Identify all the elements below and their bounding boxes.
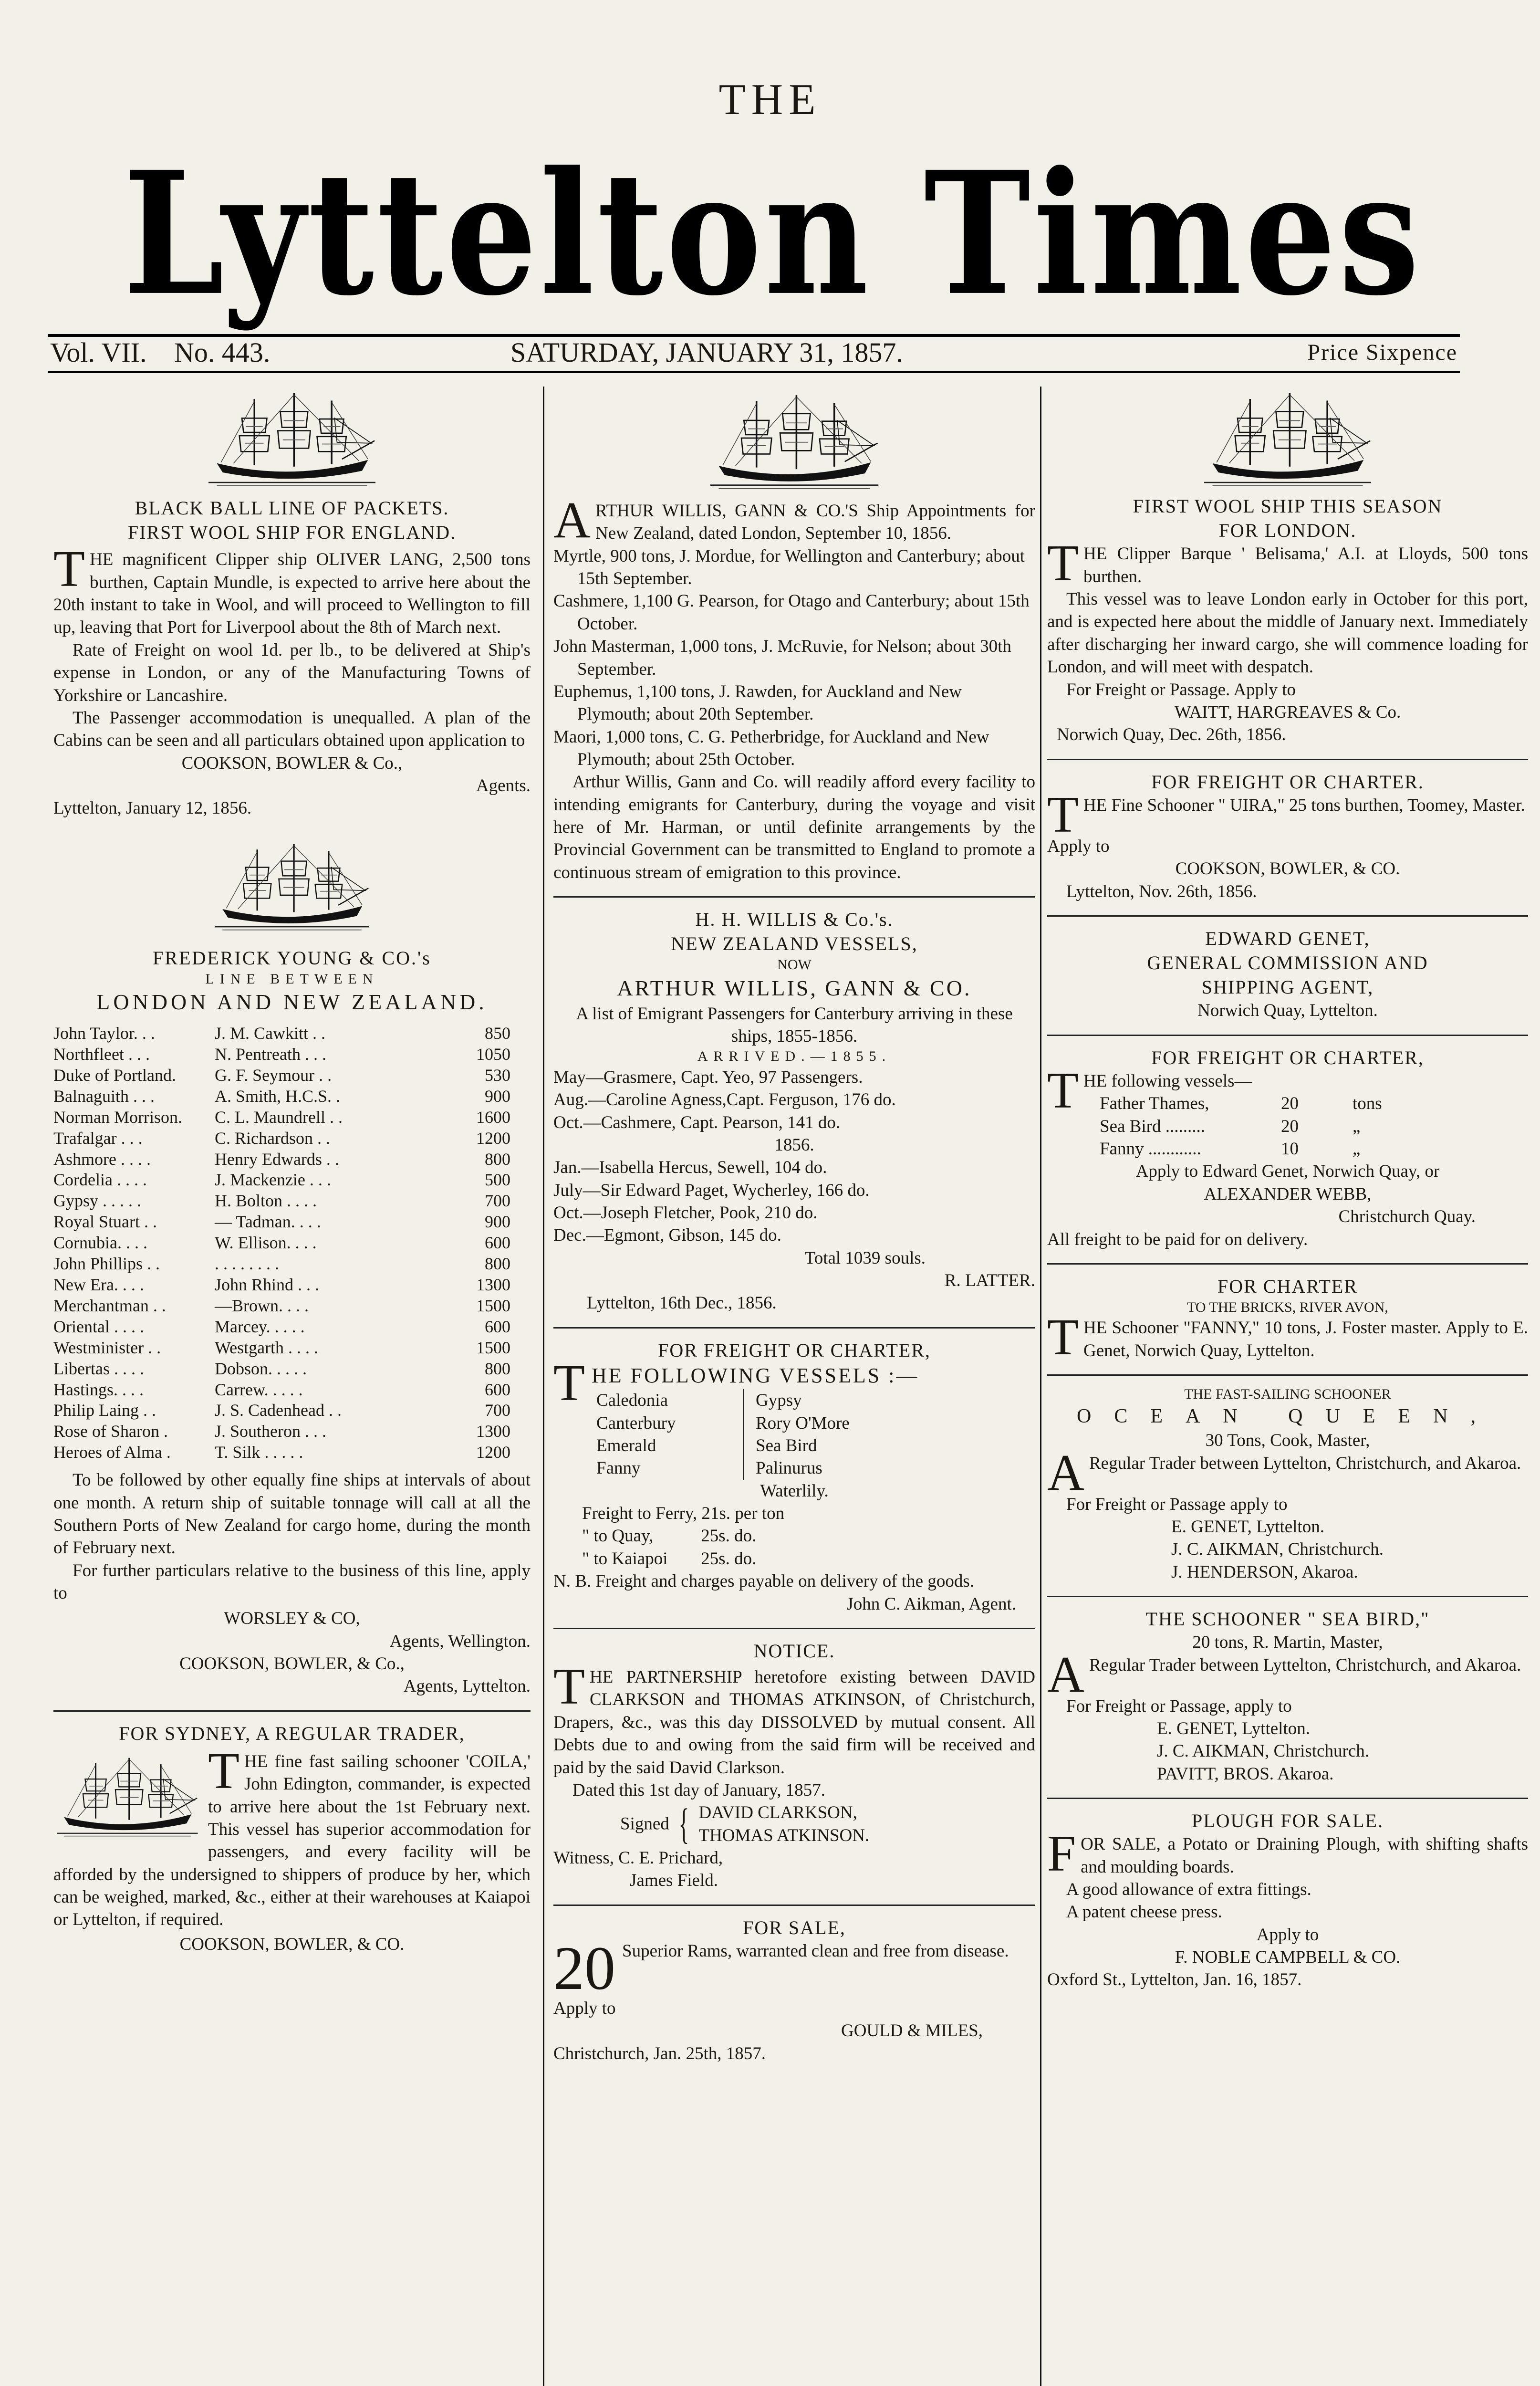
- ad-agent: COOKSON, BOWLER, & Co.,: [179, 1654, 405, 1674]
- ad-edward-genet: [1047, 926, 1528, 1022]
- ship-tonnage: 900: [485, 1212, 510, 1232]
- divider: [1047, 1374, 1528, 1376]
- drop-cap: T: [1047, 1062, 1079, 1119]
- masthead-rule-bottom: [48, 371, 1460, 373]
- ship-tonnage: 800: [485, 1254, 510, 1274]
- ad-sydney-trader: [53, 1721, 531, 1956]
- vessel-unit: „: [1353, 1116, 1361, 1136]
- ad-address: Christchurch Quay.: [1338, 1207, 1476, 1227]
- ad-agent: ALEXANDER WEBB,: [1204, 1184, 1372, 1204]
- divider: [1047, 1263, 1528, 1265]
- ad-dateline: Norwich Quay, Dec. 26th, 1856.: [1057, 725, 1286, 745]
- ad-body: All freight to be paid for on delivery.: [1047, 1229, 1308, 1249]
- ad-subtitle: NOW: [777, 957, 812, 973]
- ship-captain: G. F. Seymour . .: [215, 1065, 332, 1085]
- ship-captain: J. Mackenzie . . .: [215, 1170, 331, 1190]
- ad-ocean-queen: [1047, 1385, 1528, 1583]
- ad-heading: HE following vessels—: [1083, 1071, 1252, 1091]
- ad-title: FOR FREIGHT OR CHARTER.: [1151, 771, 1424, 793]
- ad-aikman-freight: [553, 1338, 1035, 1615]
- column-divider-1: [543, 387, 544, 2386]
- ship-tonnage: 1200: [476, 1128, 510, 1148]
- column-divider-2: [1040, 387, 1041, 2386]
- vessel-list: [596, 1389, 1035, 1479]
- ad-title: FOR CHARTER: [1217, 1275, 1358, 1297]
- ad-body: A list of Emigrant Passengers for Canterbury arriving in these ships, 1855-1856.: [576, 1004, 1013, 1046]
- ship-tonnage: 1300: [476, 1275, 510, 1295]
- ad-webb-freight: [1047, 1046, 1528, 1251]
- ship-tonnage: 1050: [476, 1045, 510, 1064]
- ship-tonnage: 1300: [476, 1422, 510, 1441]
- drop-cap: T: [208, 1742, 239, 1800]
- sailing-ship-icon: [204, 389, 380, 489]
- ad-body: OR SALE, a Potato or Draining Plough, with shifting shafts and moulding boards.: [1081, 1834, 1528, 1877]
- ad-body: A good allowance of extra fittings.: [1066, 1879, 1311, 1899]
- ship-captain: Westgarth . . . .: [215, 1338, 319, 1357]
- ship-captain: J. M. Cawkitt . .: [215, 1024, 326, 1043]
- ship-name: John Phillips . .: [53, 1254, 160, 1274]
- divider: [1047, 915, 1528, 917]
- column-2: [553, 389, 1035, 2065]
- ship-tonnage: 600: [485, 1380, 510, 1399]
- drop-cap: T: [1047, 535, 1079, 592]
- ad-title: EDWARD GENET,: [1205, 927, 1370, 949]
- ad-subtitle: 20 tons, R. Martin, Master,: [1192, 1633, 1383, 1653]
- vessel-name: Caledonia: [596, 1389, 744, 1412]
- ad-agent: F. NOBLE CAMPBELL & CO.: [1175, 1947, 1401, 1967]
- ad-dateline: Lyttelton, 16th Dec., 1856.: [587, 1293, 777, 1313]
- ship-tonnage: 530: [485, 1065, 510, 1085]
- ship-tonnage: 500: [485, 1170, 510, 1190]
- divider: [553, 896, 1035, 898]
- ad-body: Apply to Edward Genet, Norwich Quay, or: [1135, 1162, 1440, 1182]
- vessel-tonnage: 10: [1281, 1139, 1299, 1159]
- sailing-ship-icon: [211, 839, 373, 934]
- ad-uira-charter: [1047, 770, 1528, 903]
- vessel-name: Rory O'More: [756, 1413, 850, 1433]
- vessel-name: Gypsy: [756, 1391, 802, 1411]
- ad-body: This vessel was to leave London early in October for this port, and is expected here about the middle of January next. Immediately after discharging her inward cargo, she will commence loading for London, and will meet with despatch.: [1047, 589, 1528, 677]
- drop-cap: A: [1047, 1646, 1084, 1703]
- signature-block: [620, 1801, 1035, 1847]
- ad-body: The Passenger accommodation is unequalled. A plan of the Cabins can be seen and all particulars obtained upon application to: [53, 708, 531, 751]
- ad-agent-role: Agents, Wellington.: [389, 1631, 531, 1651]
- ad-dateline: Oxford St., Lyttelton, Jan. 16, 1857.: [1047, 1970, 1302, 1990]
- ship-name: Hastings. . . .: [53, 1380, 144, 1399]
- divider: [1047, 1035, 1528, 1036]
- ad-dateline: Christchurch, Jan. 25th, 1857.: [553, 2043, 766, 2063]
- ship-name: Cordelia . . . .: [53, 1170, 147, 1190]
- vessel-name: Fanny: [596, 1457, 744, 1479]
- drop-cap: A: [553, 492, 591, 549]
- ship-name: John Taylor. . .: [53, 1024, 155, 1043]
- ad-title: SHIPPING AGENT,: [1201, 976, 1374, 998]
- ad-body: For further particulars relative to the business of this line, apply to: [53, 1560, 531, 1603]
- ship-name: Rose of Sharon .: [53, 1422, 168, 1441]
- ship-tonnage: 1200: [476, 1443, 510, 1462]
- ad-agent: COOKSON, BOWLER, & CO.: [179, 1934, 405, 1954]
- signed-label: Signed: [620, 1814, 669, 1834]
- ad-subtitle: LINE BETWEEN: [205, 971, 379, 987]
- signatory: DAVID CLARKSON,: [698, 1803, 857, 1823]
- vessel-name: Father Thames,: [1100, 1094, 1209, 1114]
- ad-address: Norwich Quay, Lyttelton.: [1197, 1001, 1378, 1021]
- ad-black-ball-line: [53, 389, 531, 820]
- freight-destination: " to Quay,: [582, 1526, 654, 1546]
- ad-dateline: Lyttelton, Nov. 26th, 1856.: [1066, 881, 1257, 901]
- apply-label: Apply to: [1256, 1925, 1319, 1945]
- ship-name: Duke of Portland.: [53, 1065, 176, 1085]
- ad-title: H. H. WILLIS & Co.'s.: [695, 909, 894, 931]
- ad-subtitle: TO THE BRICKS, RIVER AVON,: [1187, 1299, 1388, 1316]
- dateline-bar: [50, 337, 1457, 368]
- ad-body: HE Schooner "FANNY," 10 tons, J. Foster master. Apply to E. Genet, Norwich Quay, Lyttelton.: [1083, 1318, 1528, 1360]
- passenger-entry: Jan.—Isabella Hercus, Sewell, 104 do.: [553, 1158, 827, 1178]
- column-3: [1047, 389, 1528, 1991]
- brace-mark: {: [678, 1800, 689, 1848]
- appointment-list: [553, 545, 1035, 771]
- vessel-tonnage: 20: [1281, 1116, 1299, 1136]
- ship-tonnage: 700: [485, 1191, 510, 1211]
- masthead-title: Lyttelton Times: [123, 134, 1423, 333]
- ad-body: HE Clipper Barque ' Belisama,' A.I. at Lloyds, 500 tons burthen.: [1083, 544, 1528, 586]
- ad-body: Regular Trader between Lyttelton, Christchurch, and Akaroa.: [1089, 1655, 1521, 1675]
- ad-body: HE magnificent Clipper ship OLIVER LANG, 2,500 tons burthen, Captain Mundle, is expected to arrive here about the 20th instant to take in Wool, and will proceed to Wellington to fill up, leaving that Port for Liverpool about the 8th of March next.: [53, 550, 531, 638]
- ad-agent: E. GENET, Lyttelton.: [1171, 1517, 1324, 1537]
- divider: [553, 1327, 1035, 1329]
- column-1: [53, 389, 531, 1956]
- vessel-unit: „: [1353, 1139, 1361, 1159]
- ship-name: Libertas . . . .: [53, 1359, 144, 1378]
- ad-body: HE Fine Schooner " UIRA," 25 tons burthen, Toomey, Master.: [1083, 795, 1525, 815]
- ship-name: Royal Stuart . .: [53, 1212, 157, 1232]
- ship-name: Balnaguith . . .: [53, 1086, 155, 1106]
- ad-sea-bird: [1047, 1607, 1528, 1785]
- ad-agent: J. C. AIKMAN, Christchurch.: [1171, 1539, 1384, 1559]
- ad-body: N. B. Freight and charges payable on delivery of the goods.: [553, 1571, 974, 1591]
- passenger-entry: Aug.—Caroline Agness,Capt. Ferguson, 176 do.: [553, 1090, 896, 1110]
- ad-signature: R. LATTER.: [944, 1271, 1035, 1291]
- divider: [1047, 1798, 1528, 1799]
- ad-agent: J. C. AIKMAN, Christchurch.: [1157, 1741, 1370, 1761]
- year-heading: 1856.: [774, 1135, 814, 1155]
- ship-tonnage: 1600: [476, 1107, 510, 1127]
- vessel-unit: tons: [1353, 1094, 1382, 1114]
- ship-tonnage: 800: [485, 1359, 510, 1378]
- divider: [53, 1710, 531, 1712]
- ad-title: PLOUGH FOR SALE.: [1191, 1810, 1384, 1832]
- quantity-number: 20: [553, 1934, 615, 2003]
- passenger-entry: Oct.—Joseph Fletcher, Pook, 210 do.: [553, 1203, 818, 1223]
- ad-subtitle: THE FAST-SAILING SCHOONER: [1184, 1386, 1391, 1402]
- ship-tonnage: 600: [485, 1233, 510, 1253]
- freight-destination: Freight to Ferry,: [582, 1504, 697, 1524]
- ad-title: FOR FREIGHT OR CHARTER,: [1151, 1046, 1424, 1068]
- vessel-name: Sea Bird .........: [1100, 1116, 1205, 1136]
- ship-captain: J. Southeron . . .: [215, 1422, 326, 1441]
- vessel-name: Fanny ............: [1100, 1139, 1201, 1159]
- ship-name: Norman Morrison.: [53, 1107, 182, 1127]
- ship-captain: N. Pentreath . . .: [215, 1045, 326, 1064]
- ad-route: LONDON AND NEW ZEALAND.: [96, 990, 488, 1015]
- ad-subtitle: FIRST WOOL SHIP FOR ENGLAND.: [127, 522, 457, 544]
- arrived-heading: ARRIVED.—1855.: [697, 1048, 892, 1065]
- ad-agent: GOULD & MILES,: [841, 2021, 983, 2041]
- ad-body: Arthur Willis, Gann and Co. will readily afford every facility to intending emigrants for Canterbury, during the voyage and visit here of Mr. Harman, or until definite arrangements by the Provincial Government can be transmitted to England to promote a continuous stream of emigration to this province.: [553, 772, 1035, 882]
- ship-captain: A. Smith, H.C.S. .: [215, 1086, 341, 1106]
- ad-agent: WAITT, HARGREAVES & Co.: [1174, 702, 1401, 722]
- ship-tonnage: 700: [485, 1401, 510, 1420]
- ad-title: FOR FREIGHT OR CHARTER,: [658, 1339, 931, 1361]
- ship-name: Gypsy . . . . .: [53, 1191, 142, 1211]
- ad-title: FREDERICK YOUNG & CO.'s: [153, 947, 431, 969]
- ship-name: New Era. . . .: [53, 1275, 144, 1295]
- ship-captain: J. S. Cadenhead . .: [215, 1401, 342, 1420]
- ship-captain: Carrew. . . . .: [215, 1380, 303, 1399]
- ad-body: HE fine fast sailing schooner 'COILA,' John Edington, commander, is expected to arrive here about the 1st February next. This vessel has superior accommodation for passengers, and every facility will be afforded by the undersigned to shippers of produce by her, which can be weighed, marked, &c., either at their warehouses at Kaiapoi or Lyttelton, if required.: [53, 1751, 531, 1930]
- ship-captain: —Brown. . . .: [215, 1296, 309, 1315]
- passenger-total: Total 1039 souls.: [804, 1248, 926, 1268]
- ad-body: Regular Trader between Lyttelton, Christchurch, and Akaroa.: [1089, 1453, 1521, 1473]
- freight-price: 21s. per ton: [697, 1504, 785, 1524]
- ship-captain: John Rhind . . .: [215, 1275, 320, 1295]
- freight-rate: [582, 1502, 1035, 1525]
- appointment-entry: John Masterman, 1,000 tons, J. McRuvie, for Nelson; about 30th September.: [553, 637, 1011, 679]
- ad-title: THE SCHOONER " SEA BIRD,": [1145, 1608, 1430, 1630]
- ship-name: Heroes of Alma .: [53, 1443, 171, 1462]
- ad-subtitle: 30 Tons, Cook, Master,: [1205, 1431, 1370, 1451]
- witness: James Field.: [630, 1871, 718, 1891]
- vessel-list: [1100, 1092, 1528, 1160]
- ad-body: For Freight or Passage. Apply to: [1066, 680, 1296, 700]
- ad-fanny-charter: [1047, 1274, 1528, 1366]
- ad-subtitle: FOR LONDON.: [1218, 520, 1357, 542]
- freight-rates: [582, 1502, 1035, 1570]
- ad-agent-role: Agents.: [476, 775, 531, 795]
- ad-body: Rate of Freight on wool 1d. per lb., to be delivered at Ship's expense in London, or any of the Manufacturing Towns of Yorkshire or Lancashire.: [53, 640, 531, 705]
- ad-arthur-willis: [553, 389, 1035, 884]
- passenger-entry: May—Grasmere, Capt. Yeo, 97 Passengers.: [553, 1067, 863, 1087]
- passenger-list-1856: [553, 1156, 1035, 1246]
- divider: [553, 1905, 1035, 1906]
- ship-captain: T. Silk . . . . .: [215, 1443, 303, 1462]
- ad-agent: J. HENDERSON, Akaroa.: [1171, 1562, 1358, 1582]
- ad-title: FOR SYDNEY, A REGULAR TRADER,: [119, 1722, 465, 1744]
- ad-agent-role: Agents, Lyttelton.: [403, 1676, 531, 1696]
- ad-agent: E. GENET, Lyttelton.: [1157, 1719, 1310, 1738]
- ad-heading: HE FOLLOWING VESSELS :—: [591, 1364, 919, 1387]
- ad-agent: WORSLEY & CO,: [224, 1609, 360, 1629]
- divider: [1047, 759, 1528, 760]
- divider: [553, 1628, 1035, 1629]
- masthead-the: THE: [718, 75, 822, 124]
- issue-price: Price Sixpence: [1307, 340, 1457, 365]
- ad-agent: COOKSON, BOWLER, & CO.: [1175, 859, 1400, 879]
- ship-name: Westminister . .: [53, 1338, 161, 1357]
- passenger-list-1855: [553, 1066, 1035, 1134]
- ad-title: GENERAL COMMISSION AND: [1147, 952, 1428, 974]
- sailing-ship-icon: [706, 389, 883, 494]
- ship-name: Northfleet . . .: [53, 1045, 150, 1064]
- appointment-entry: Maori, 1,000 tons, C. G. Petherbridge, for Auckland and New Plymouth; about 25th October.: [553, 727, 989, 769]
- notice-partnership: [553, 1639, 1035, 1892]
- ship-captain: W. Ellison. . . .: [215, 1233, 317, 1253]
- ad-plough-for-sale: [1047, 1809, 1528, 1991]
- volume-label: Vol. VII.: [50, 337, 147, 368]
- vessel-name: Palinurus: [756, 1458, 822, 1478]
- ad-title: NOTICE.: [753, 1640, 835, 1662]
- appointment-entry: Myrtle, 900 tons, J. Mordue, for Wellington and Canterbury; about 15th September.: [553, 546, 1025, 589]
- ad-body: To be followed by other equally fine ships at intervals of about one month. A return ship of suitable tonnage will call at all the Southern Ports of New Zealand for cargo home, during the month of February next.: [53, 1470, 531, 1558]
- ad-title: ARTHUR WILLIS, GANN & CO.: [617, 975, 972, 1000]
- apply-label: For Freight or Passage apply to: [1066, 1494, 1288, 1514]
- passenger-entry: Oct.—Cashmere, Capt. Pearson, 141 do.: [553, 1112, 841, 1132]
- ship-list-table: [53, 1023, 531, 1463]
- drop-cap: T: [553, 1658, 585, 1716]
- ship-name: Philip Laing . .: [53, 1401, 156, 1420]
- apply-label: For Freight or Passage, apply to: [1066, 1696, 1292, 1716]
- ad-title: BLACK BALL LINE OF PACKETS.: [135, 497, 449, 519]
- vessel-tonnage: 20: [1281, 1094, 1299, 1114]
- ad-wool-ship-belisama: [1047, 389, 1528, 746]
- freight-rate: [582, 1548, 1035, 1570]
- ship-captain: C. Richardson . .: [215, 1128, 330, 1148]
- ad-title: FOR SALE,: [743, 1916, 846, 1938]
- ship-captain: Marcey. . . . .: [215, 1317, 305, 1336]
- ship-captain: . . . . . . . .: [215, 1254, 279, 1274]
- sailing-ship-icon: [1199, 389, 1376, 489]
- ship-tonnage: 600: [485, 1317, 510, 1336]
- ship-captain: H. Bolton . . . .: [215, 1191, 317, 1211]
- ship-tonnage: 900: [485, 1086, 510, 1106]
- ad-agent: John C. Aikman, Agent.: [846, 1594, 1016, 1614]
- divider: [1047, 1596, 1528, 1597]
- ship-tonnage: 850: [485, 1024, 510, 1043]
- vessel-name: Emerald: [596, 1434, 744, 1457]
- drop-cap: T: [553, 1355, 587, 1412]
- ad-dateline: Lyttelton, January 12, 1856.: [53, 798, 252, 818]
- signatories: [698, 1801, 869, 1847]
- passenger-entry: Dec.—Egmont, Gibson, 145 do.: [553, 1225, 781, 1245]
- ship-captain: Henry Edwards . .: [215, 1149, 339, 1169]
- signatory: THOMAS ATKINSON.: [698, 1825, 870, 1845]
- appointment-entry: Euphemus, 1,100 tons, J. Rawden, for Auckland and New Plymouth; about 20th September.: [553, 681, 962, 724]
- freight-rate: [582, 1525, 1035, 1547]
- drop-cap: T: [1047, 1309, 1079, 1366]
- ship-tonnage: 1500: [476, 1296, 510, 1315]
- ad-title: NEW ZEALAND VESSELS,: [671, 933, 918, 955]
- ad-title: FIRST WOOL SHIP THIS SEASON: [1133, 495, 1443, 517]
- apply-label: Apply to: [553, 1998, 616, 2018]
- vessel-name: Waterlily.: [760, 1481, 829, 1501]
- ad-body: HE PARTNERSHIP heretofore existing between DAVID CLARKSON and THOMAS ATKINSON, of Christchurch, Drapers, &c., was this day DISSOLVED by mutual consent. All Debts due to and owing from the said firm will be received and paid by the said David Clarkson.: [553, 1667, 1035, 1778]
- ship-tonnage: 1500: [476, 1338, 510, 1357]
- sailing-ship-icon: [53, 1751, 201, 1842]
- appointment-entry: Cashmere, 1,100 G. Pearson, for Otago and Canterbury; about 15th October.: [553, 591, 1030, 634]
- ad-hh-willis: [553, 907, 1035, 1315]
- freight-price: 25s. do.: [697, 1549, 757, 1569]
- drop-cap: A: [1047, 1444, 1084, 1501]
- ad-body: Superior Rams, warranted clean and free from disease.: [622, 1941, 1009, 1961]
- notice-date: Dated this 1st day of January, 1857.: [572, 1780, 825, 1800]
- drop-cap: F: [1047, 1825, 1076, 1883]
- ship-tonnage: 800: [485, 1149, 510, 1169]
- ad-frederick-young: [53, 839, 531, 1698]
- ship-captain: C. L. Maundrell . .: [215, 1107, 343, 1127]
- witness: Witness, C. E. Prichard,: [553, 1848, 723, 1868]
- issue-number: No. 443.: [174, 337, 271, 368]
- ship-captain: — Tadman. . . .: [215, 1212, 321, 1232]
- freight-destination: " to Kaiapoi: [582, 1549, 668, 1569]
- vessel-name: Canterbury: [596, 1412, 744, 1434]
- ad-body: A patent cheese press.: [1066, 1902, 1222, 1922]
- passenger-entry: July—Sir Edward Paget, Wycherley, 166 do.: [553, 1180, 870, 1200]
- ad-agent: COOKSON, BOWLER & Co.,: [181, 753, 403, 773]
- ad-for-sale-rams: [553, 1915, 1035, 2065]
- ship-name: Oriental . . . .: [53, 1317, 144, 1336]
- ship-name: Ashmore . . . .: [53, 1149, 151, 1169]
- apply-label: Apply to: [1047, 836, 1110, 856]
- issue-date: SATURDAY, JANUARY 31, 1857.: [510, 337, 903, 368]
- ad-agent: PAVITT, BROS. Akaroa.: [1157, 1764, 1334, 1784]
- drop-cap: T: [53, 541, 85, 598]
- vessel-name: Sea Bird: [756, 1436, 817, 1456]
- freight-price: 25s. do.: [697, 1526, 757, 1546]
- ad-title: OCEAN QUEEN,: [1077, 1405, 1498, 1427]
- ship-name: Trafalgar . . .: [53, 1128, 143, 1148]
- ad-body: RTHUR WILLIS, GANN & CO.'S Ship Appointments for New Zealand, dated London, September 10, 1856.: [595, 501, 1035, 544]
- drop-cap: T: [1047, 786, 1079, 843]
- ship-name: Merchantman . .: [53, 1296, 166, 1315]
- ship-name: Cornubia. . . .: [53, 1233, 147, 1253]
- ship-captain: Dobson. . . . .: [215, 1359, 307, 1378]
